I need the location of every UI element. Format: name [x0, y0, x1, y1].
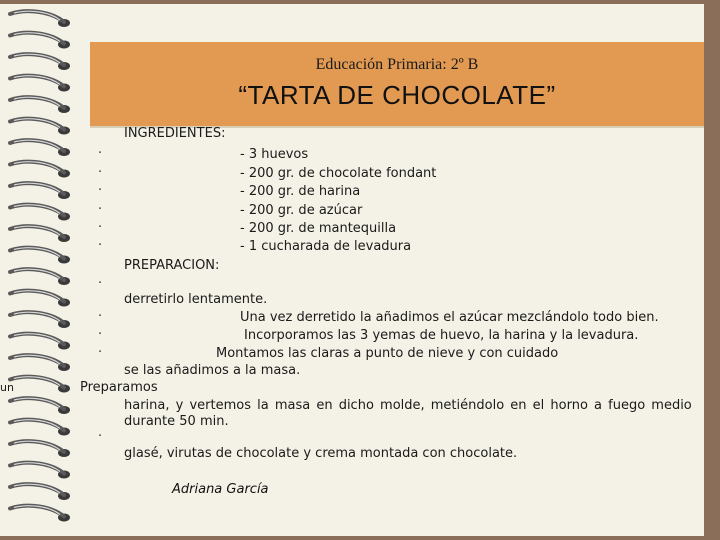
ingredient-item: - 200 gr. de mantequilla — [240, 221, 397, 236]
preparation-line: Preparamos — [80, 380, 158, 395]
bullet: · — [98, 276, 103, 291]
author-signature: Adriana García — [172, 482, 269, 497]
preparation-line: glasé, virutas de chocolate y crema montada con chocolate. — [124, 446, 518, 461]
overflow-word: un — [0, 381, 14, 394]
preparation-line: Incorporamos las 3 yemas de huevo, la harina y la levadura. — [244, 328, 639, 343]
ingredient-item: - 3 huevos — [240, 147, 309, 162]
ingredients-heading: INGREDIENTES: — [124, 126, 226, 141]
bullet: · — [98, 220, 103, 235]
ingredient-item: - 200 gr. de harina — [240, 184, 361, 199]
preparation-line: se las añadimos a la masa. — [124, 363, 301, 378]
bullet: · — [98, 345, 103, 360]
spiral-binding — [0, 0, 92, 540]
bullet: · — [98, 327, 103, 342]
preparation-line: Una vez derretido la añadimos el azúcar mezclándolo todo bien. — [240, 310, 659, 325]
preparation-line: harina, y vertemos la masa en dicho molde, metiéndolo en el horno a fuego medio — [124, 398, 692, 413]
bullet: · — [98, 309, 103, 324]
ingredient-item: - 200 gr. de chocolate fondant — [240, 166, 437, 181]
ingredient-item: - 1 cucharada de levadura — [240, 239, 412, 254]
preparation-line: derretirlo lentamente. — [124, 292, 268, 307]
bullet: · — [98, 165, 103, 180]
bullet: · — [98, 238, 103, 253]
preparation-line: durante 50 min. — [124, 414, 229, 429]
class-subtitle: Educación Primaria: 2º B — [315, 56, 479, 73]
ingredient-item: - 200 gr. de azúcar — [240, 203, 363, 218]
bullet: · — [98, 202, 103, 217]
bullet: · — [98, 146, 103, 161]
preparation-heading: PREPARACION: — [124, 258, 220, 273]
preparation-line: Montamos las claras a punto de nieve y con cuidado — [216, 346, 559, 361]
recipe-title: “TARTA DE CHOCOLATE” — [238, 80, 556, 110]
bullet: · — [98, 429, 103, 444]
bullet: · — [98, 183, 103, 198]
